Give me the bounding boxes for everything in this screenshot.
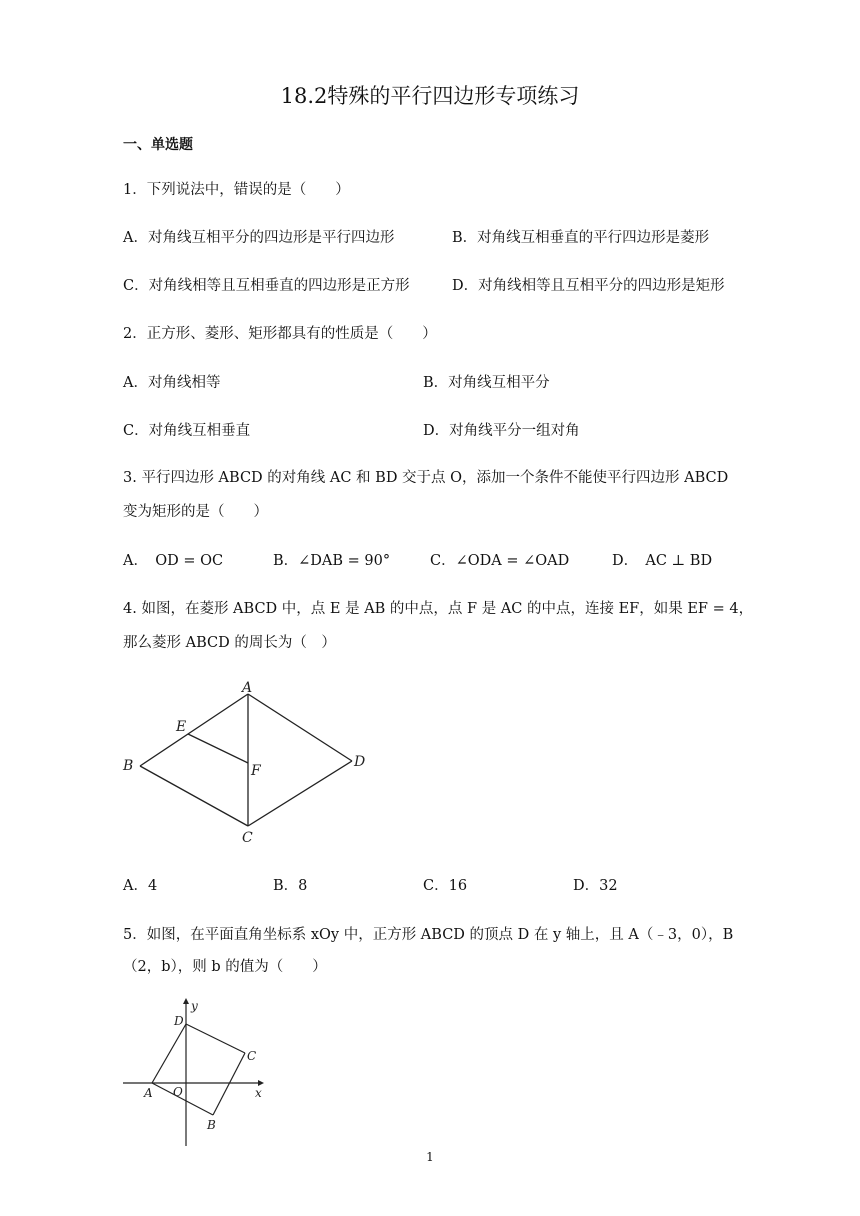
question-5-stem-line2: （2，b），则 b 的值为（ ） [123, 959, 327, 975]
question-3-option-a: A． OD = OC [123, 553, 224, 569]
side-dc [186, 1024, 245, 1053]
label-e: E [176, 719, 187, 735]
question-4-option-d: D．32 [573, 878, 618, 894]
question-2-option-d: D．对角线平分一组对角 [423, 423, 580, 439]
question-3-option-b: B．∠DAB = 90° [273, 553, 391, 569]
side-cd [248, 761, 352, 826]
question-2-stem: 2．正方形、菱形、矩形都具有的性质是（ ） [123, 326, 437, 342]
side-bc [140, 766, 248, 826]
label-b: B [207, 1118, 216, 1132]
label-o: O [173, 1085, 183, 1099]
question-1-option-d: D．对角线相等且互相平分的四边形是矩形 [452, 278, 725, 294]
question-2-option-a: A．对角线相等 [123, 375, 221, 391]
label-x: x [255, 1086, 262, 1100]
question-4-option-a: A．4 [123, 878, 158, 894]
label-y: y [191, 999, 198, 1013]
label-d: D [174, 1014, 184, 1028]
y-axis-arrow-icon [183, 998, 189, 1004]
coordinate-square-figure [118, 996, 268, 1148]
section-heading: 一、单选题 [123, 137, 193, 153]
label-a: A [144, 1086, 153, 1100]
question-3-option-d: D． AC ⊥ BD [612, 553, 713, 569]
question-2-option-b: B．对角线互相平分 [423, 375, 550, 391]
page-number: 1 [426, 1150, 434, 1164]
question-5-stem-line1: 5．如图，在平面直角坐标系 xOy 中，正方形 ABCD 的顶点 D 在 y 轴上，且 A（﹣3，0），B [123, 927, 734, 943]
segment-ef [188, 734, 248, 763]
question-3-stem-line1: 3. 平行四边形 ABCD 的对角线 AC 和 BD 交于点 O，添加一个条件不能使平行四边形 ABCD [123, 470, 729, 486]
question-3-option-c: C．∠ODA = ∠OAD [430, 553, 570, 569]
label-a: A [242, 680, 253, 696]
question-1-stem: 1．下列说法中，错误的是（ ） [123, 182, 350, 198]
label-b: B [123, 758, 134, 774]
label-c: C [247, 1049, 257, 1063]
question-4-stem-line2: 那么菱形 ABCD 的周长为（ ） [123, 635, 336, 651]
page-title: 18.2特殊的平行四边形专项练习 [280, 84, 580, 108]
question-2-option-c: C．对角线互相垂直 [123, 423, 251, 439]
question-1-option-b: B．对角线互相垂直的平行四边形是菱形 [452, 230, 710, 246]
side-da [248, 694, 352, 761]
label-d: D [354, 754, 366, 770]
side-cb [213, 1053, 245, 1115]
question-1-option-a: A．对角线互相平分的四边形是平行四边形 [123, 230, 395, 246]
question-1-option-c: C．对角线相等且互相垂直的四边形是正方形 [123, 278, 410, 294]
label-f: F [251, 763, 261, 779]
question-4-option-b: B．8 [273, 878, 308, 894]
label-c: C [242, 830, 253, 846]
side-ad [152, 1024, 186, 1083]
question-3-stem-line2: 变为矩形的是（ ） [123, 504, 268, 520]
rhombus-figure [118, 676, 378, 846]
question-4-option-c: C．16 [423, 878, 468, 894]
question-4-stem-line1: 4. 如图，在菱形 ABCD 中，点 E 是 AB 的中点，点 F 是 AC 的中点，连接 EF，如果 EF = 4， [123, 601, 754, 617]
